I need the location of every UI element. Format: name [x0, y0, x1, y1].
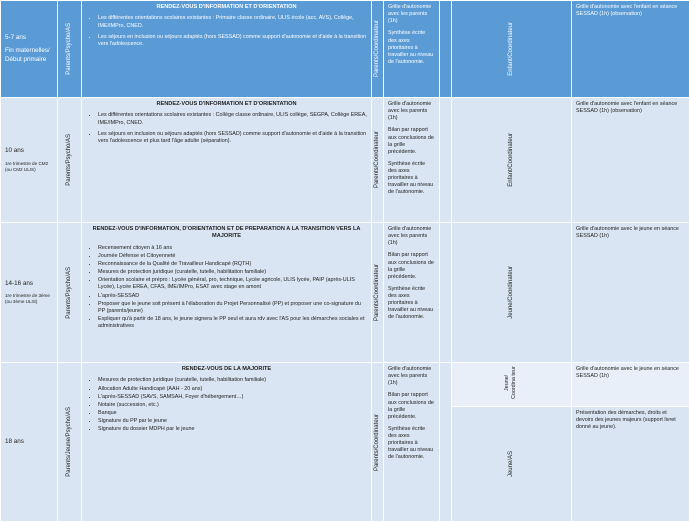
eval-text: Synthèse écrite des axes prioritaires à travailler au niveau de l'autonomie.	[388, 426, 435, 462]
eval-role-cell: Parents/Coordinateur	[372, 223, 384, 363]
eval-text: Grille d'autonomie avec les parents (1h)	[388, 101, 435, 122]
eval-text: Bilan par rapport aux conclusions de la grille précédente.	[388, 392, 435, 421]
participants-cell: Parents/Psycho/AS	[58, 98, 82, 223]
list-item: • Proposer que le jeune soit présent à l'élaboration du Projet Personnalisé (PP) et proposer une co-signature du PP (parents/jeune)	[98, 301, 367, 315]
list-item: • Les différentes orientations scolaires existantes : Primaire classe ordinaire, ULIS école (acc. AVS), Collège, IME/IMPro, CNED.	[98, 15, 367, 29]
list-item: • Recensement citoyen à 16 ans	[98, 245, 367, 252]
right-cell: Grille d'autonomie avec l'enfant en séance SESSAD (1h) (observation)	[572, 98, 689, 223]
eval-text: Grille d'autonomie avec les parents (1h)	[388, 366, 435, 387]
child-role-cell-bottom: Jeune/AS	[452, 407, 572, 522]
age-period: 1re trimestre de CM2 (ou CM2 ULIS)	[5, 161, 53, 173]
list-item: • Orientation scolaire et prépro : Lycée général, pro, technique, Lycée agricole, ULIS lycée, PAIP (après-ULIS Lycée), Lycée EREA, CFAS, IME/IMPro, ESAT avec stage en amont	[98, 277, 367, 291]
list-item: • L'après-SESSAD (SAVS, SAMSAH, Foyer d'hébergement…)	[98, 394, 367, 401]
content-cell	[82, 1, 372, 98]
eval-cell	[384, 98, 440, 223]
eval-cell	[384, 223, 440, 363]
content-cell	[82, 98, 372, 223]
content-cell	[82, 223, 372, 363]
eval-role-cell: Parents/Coordinateur	[372, 98, 384, 223]
list-item: • Reconnaissance de la Qualité de Travailleur Handicapé (RQTH)	[98, 261, 367, 268]
topic-list	[86, 377, 367, 433]
age-period: Fin maternelles/ Début primaire	[5, 47, 53, 64]
age-label: 5-7 ans	[5, 34, 53, 42]
list-item: • Les différentes orientations scolaires existantes : Collège classe ordinaire, ULIS collège, SEGPA, Collège EREA, IME/IMPro, CNED.	[98, 112, 367, 126]
list-item: • Expliquer qu'à partir de 18 ans, le jeune signera le PP seul et aura rdv avec l'AS pour les démarches sociales et administratives	[98, 316, 367, 330]
child-role-cell: Enfant/Coordinateur	[452, 98, 572, 223]
child-role-spacer	[440, 1, 452, 98]
list-item: • Les séjours en inclusion ou séjours adaptés (hors SESSAD) comme support d'autonomie et d'aide à la transition vers l'adolescence.	[98, 34, 367, 48]
list-item: • Signature du PP par le jeune	[98, 418, 367, 425]
right-cell: Grille d'autonomie avec l'enfant en séance SESSAD (1h) (observation)	[572, 1, 689, 98]
right-cell-bottom: Présentation des démarches, droits et devoirs des jeunes majeurs (support livret donné au jeune).	[572, 407, 689, 522]
participants-cell: Parents/Psycho/AS	[58, 223, 82, 363]
list-item: • Notaire (succession, etc.)	[98, 402, 367, 409]
participants-cell: Parents/Jeune/Psycho/AS	[58, 363, 82, 522]
eval-text: Synthèse écrite des axes prioritaires à travailler au niveau de l'autonomie.	[388, 286, 435, 322]
eval-text: Synthèse écrite des axes prioritaires à travailler au niveau de l'autonomie.	[388, 161, 435, 197]
list-item: • Banque	[98, 410, 367, 417]
age-cell	[1, 1, 58, 98]
list-item: • Mesures de protection juridique (curatelle, tutelle, habilitation familiale)	[98, 269, 367, 276]
table-row	[1, 98, 689, 223]
list-item: • L'après-SESSAD	[98, 293, 367, 300]
list-item: • Journée Défense et Citoyenneté	[98, 253, 367, 260]
right-cell: Grille d'autonomie avec le jeune en séance SESSAD (1h)	[572, 223, 689, 363]
age-label: 14-16 ans	[5, 280, 53, 288]
list-item: • Allocation Adulte Handicapé (AAH - 20 ans)	[98, 386, 367, 393]
eval-text: Bilan par rapport aux conclusions de la grille précédente.	[388, 127, 435, 156]
eval-role-cell: Parents/Coordinateur	[372, 363, 384, 522]
eval-text: Grille d'autonomie avec les parents (1h)	[388, 226, 435, 247]
eval-text: Grille d'autonomie avec les parents (1h)	[388, 4, 435, 25]
participants-cell: Parents/Psycho/AS	[58, 1, 82, 98]
list-item: • Mesures de protection juridique (curatelle, tutelle, habilitation familiale)	[98, 377, 367, 384]
age-cell	[1, 363, 58, 522]
list-item: • Signature du dossier MDPH par le jeune	[98, 426, 367, 433]
child-role-spacer	[440, 98, 452, 223]
topic-list	[86, 245, 367, 330]
table-row	[1, 363, 689, 407]
child-role-spacer	[440, 223, 452, 363]
eval-cell	[384, 363, 440, 522]
meeting-title: RENDEZ-VOUS D'INFORMATION ET D'ORIENTATION	[86, 4, 367, 11]
topic-list	[86, 112, 367, 145]
meeting-title: RENDEZ-VOUS D'INFORMATION, D'ORIENTATION ET DE PREPARATION A LA TRANSITION VERS LA MAJORITE	[86, 226, 367, 241]
topic-list	[86, 15, 367, 48]
table-row	[1, 1, 689, 98]
content-cell	[82, 363, 372, 522]
child-role-spacer	[440, 363, 452, 522]
right-cell-top: Grille d'autonomie avec le jeune en séance SESSAD (1h)	[572, 363, 689, 407]
child-role-cell: Jeune/Coordinateur	[452, 223, 572, 363]
meeting-title: RENDEZ-VOUS D'INFORMATION ET D'ORIENTATION	[86, 101, 367, 108]
list-item: • Les séjours en inclusion ou séjours adaptés (hors SESSAD) comme support d'autonomie et d'aide à la transition vers l'adolescence et plus tard l'âge adulte (séparation).	[98, 131, 367, 145]
age-cell	[1, 223, 58, 363]
age-label: 10 ans	[5, 147, 53, 155]
eval-text: Synthèse écrite des axes prioritaires à travailler au niveau de l'autonomie.	[388, 30, 435, 66]
eval-role-cell: Parents/Coordinateur	[372, 1, 384, 98]
eval-cell	[384, 1, 440, 98]
age-label: 18 ans	[5, 438, 53, 446]
child-role-cell: Enfant/Coordinateur	[452, 1, 572, 98]
table-row	[1, 223, 689, 363]
eval-text: Bilan par rapport aux conclusions de la grille précédente.	[388, 252, 435, 281]
age-cell	[1, 98, 58, 223]
age-period: 1re trimestre de 3ème (ou 3ème ULIS)	[5, 293, 53, 305]
meeting-title: RENDEZ-VOUS DE LA MAJORITE	[86, 366, 367, 373]
child-role-cell-top: Jeune/ Coordina teur	[452, 363, 572, 407]
